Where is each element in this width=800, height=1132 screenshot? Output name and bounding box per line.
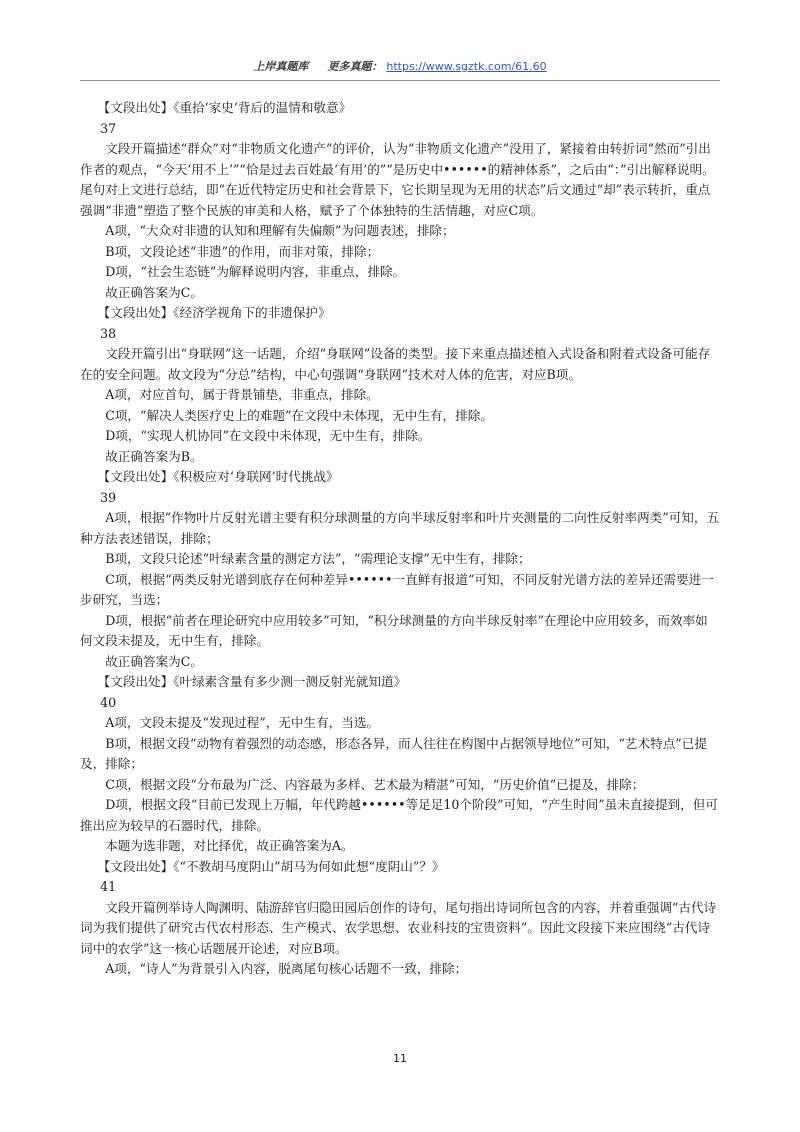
- source-citation: 【文段出处】《积极应对‘身联网’时代挑战》: [97, 469, 339, 484]
- paragraph: 本题为选非题，对比择优，故正确答案为A。: [105, 838, 354, 853]
- header-divider: [80, 80, 720, 81]
- paragraph: C项，根据“两类反射光谱到底存在何种差异••••••一直鲜有报道”可知，不同反射光谱方法的差异还需要进一步研究，当选；: [80, 571, 714, 607]
- source-citation: 【文段出处】《重拾‘家史’背后的温情和敬意》: [97, 100, 352, 115]
- page-header: [80, 58, 720, 78]
- source-citation: 【文段出处】《叶绿素含量有多少测一测反射光就知道》: [97, 674, 407, 689]
- source-citation: 【文段出处】《经济学视角下的非遗保护》: [97, 305, 331, 320]
- paragraph: D项，根据“前者在理论研究中应用较多”可知，“积分球测量的方向半球反射率”在理论中应用较多，而效率如何文段未提及，无中生有，排除。: [80, 612, 708, 648]
- header-link[interactable]: https://www.sgztk.com/61.60: [386, 60, 547, 73]
- more-label: 更多真题：: [327, 60, 383, 73]
- question-number: 39: [100, 489, 117, 505]
- paragraph: A项，对应首句，属于背景铺垫，非重点，排除。: [105, 387, 379, 402]
- page-number: 11: [393, 1052, 407, 1065]
- source-citation: 【文段出处】《“不教胡马度阴山”胡马为何如此想“度阴山”？》: [97, 858, 445, 874]
- paragraph: D项，“社会生态链”为解释说明内容，非重点，排除。: [105, 264, 406, 279]
- paragraph: 文段开篇引出“身联网”这一话题，介绍“身联网”设备的类型。接下来重点描述植入式设备和附着式设备可能存在的安全问题。故文段为“分总”结构，中心句强调“身联网”技术对人体的危害，对应B项。: [80, 346, 711, 382]
- paragraph: 故正确答案为C。: [105, 653, 203, 669]
- paragraph: B项，根据文段“动物有着强烈的动态感，形态各异，而人往往在构图中占据领导地位”可知，“艺术特点”已提及，排除；: [80, 735, 707, 771]
- paragraph: 故正确答案为C。: [105, 284, 203, 300]
- question-number: 38: [100, 325, 117, 341]
- paragraph: A项，“诗人”为背景引入内容，脱离尾句核心话题不一致，排除；: [105, 961, 468, 976]
- question-number: 41: [100, 879, 117, 894]
- paragraph: A项，“大众对非遗的认知和理解有失偏颇”为问题表述，排除；: [105, 223, 455, 238]
- paragraph: 文段开篇描述“群众”对“非物质文化遗产”的评价，认为“非物质文化遗产”没用了，紧接着由转折词“然而”引出作者的观点，“今天‘用不上’”“恰是过去百姓最‘有用’的”“是历史中••••••的精神体系”，之后由“：”引出解释说明。尾句对上文进行总结，即“在近代特定历史和社会背景下，它长期呈现为无用的状态”后文通过“却”表示转折，重点强调“非遗”塑造了整个民族的审美和人格，赋予了个体独特的生活情趣，对应C项。: [80, 141, 715, 218]
- question-number: 37: [100, 120, 117, 136]
- paragraph: C项，根据文段“分布最为广泛、内容最为多样、艺术最为精湛”可知，“历史价值”已提及，排除；: [105, 776, 645, 792]
- question-number: 40: [100, 694, 117, 710]
- paragraph: B项，文段论述“非遗”的作用，而非对策，排除；: [105, 243, 380, 259]
- paragraph: A项，根据“作物叶片反射光谱主要有积分球测量的方向半球反射率和叶片夹测量的二向性反射率两类”可知，五种方法表述错误，排除；: [80, 510, 720, 546]
- paragraph: D项，“实现人机协同”在文段中未体现，无中生有，排除。: [105, 428, 431, 443]
- document-body: [80, 98, 720, 980]
- paragraph: D项，根据文段“目前已发现上万幅，年代跨越••••••等足足10个阶段”可知，“产生时间”虽未直接提到，但可推出应为较早的石器时代，排除。: [80, 797, 718, 833]
- paragraph: 故正确答案为B。: [105, 448, 203, 464]
- paragraph: B项，文段只论述“叶绿素含量的测定方法”，“需理论支撑”无中生有，排除；: [105, 551, 531, 566]
- paragraph: A项，文段未提及“发现过程”，无中生有，当选。: [105, 715, 380, 730]
- paragraph: 文段开篇例举诗人陶渊明、陆游辞官归隐田园后创作的诗句，尾句指出诗词所包含的内容，并着重强调“古代诗词为我们提供了研究古代农村形态、生产模式、农学思想、农业科技的宝贵资料”。因此文段接下来应围绕“古代诗词中的农学”这一核心话题展开论述，对应B项。: [80, 899, 717, 956]
- paragraph: C项，“解决人类医疗史上的难题”在文段中未体现，无中生有，排除。: [105, 407, 493, 423]
- brand-name: 上岸真题库: [253, 60, 309, 73]
